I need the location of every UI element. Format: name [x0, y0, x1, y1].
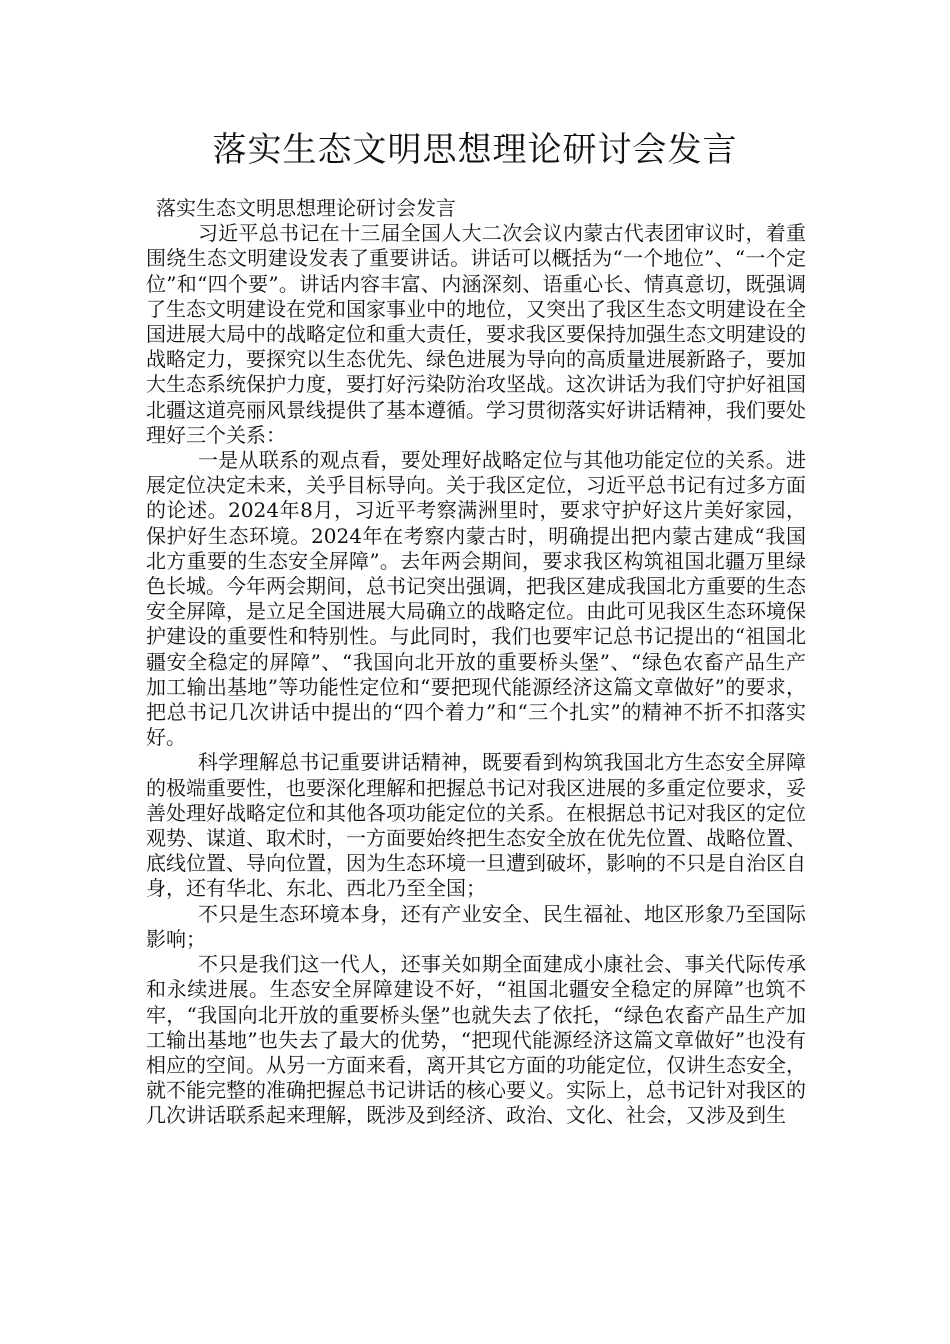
- paragraph-1: 习近平总书记在十三届全国人大二次会议内蒙古代表团审议时，着重围绕生态文明建设发表了重要讲话。讲话可以概括为“一个地位”、“一个定位”和“四个要”。讲话内容丰富、内涵深刻、语重心长、情真意切，既强调了生态文明建设在党和国家事业中的地位，又突出了我区生态文明建设在全国进展大局中的战略定位和重大责任，要求我区要保持加强生态文明建设的战略定力，要探究以生态优先、绿色进展为导向的高质量进展新路子，要加大生态系统保护力度，要打好污染防治攻坚战。这次讲话为我们守护好祖国北疆这道亮丽风景线提供了基本遵循。学习贯彻落实好讲话精神，我们要处理好三个关系：: [146, 221, 806, 447]
- paragraph-2: 一是从联系的观点看，要处理好战略定位与其他功能定位的关系。进展定位决定未来，关乎目标导向。关于我区定位，习近平总书记有过多方面的论述。2024年8月，习近平考察满洲里时，要求守护好这片美好家园，保护好生态环境。2024年在考察内蒙古时，明确提出把内蒙古建成“我国北方重要的生态安全屏障”。去年两会期间，要求我区构筑祖国北疆万里绿色长城。今年两会期间，总书记突出强调，把我区建成我国北方重要的生态安全屏障，是立足全国进展大局确立的战略定位。由此可见我区生态环境保护建设的重要性和特别性。与此同时，我们也要牢记总书记提出的“祖国北疆安全稳定的屏障”、“我国向北开放的重要桥头堡”、“绿色农畜产品生产加工输出基地”等功能性定位和“要把现代能源经济这篇文章做好”的要求，把总书记几次讲话中提出的“四个着力”和“三个扎实”的精神不折不扣落实好。: [146, 448, 806, 750]
- paragraph-5: 不只是我们这一代人，还事关如期全面建成小康社会、事关代际传承和永续进展。生态安全屏障建设不好，“祖国北疆安全稳定的屏障”也筑不牢，“我国向北开放的重要桥头堡”也就失去了依托，“绿色农畜产品生产加工输出基地”也失去了最大的优势，“把现代能源经济这篇文章做好”也没有相应的空间。从另一方面来看，离开其它方面的功能定位，仅讲生态安全，就不能完整的准确把握总书记讲话的核心要义。实际上，总书记针对我区的几次讲话联系起来理解，既涉及到经济、政治、文化、社会，又涉及到生: [146, 952, 806, 1128]
- document-body: [146, 196, 806, 1129]
- document-title: 落实生态文明思想理论研讨会发言: [212, 130, 738, 170]
- paragraph-4: 不只是生态环境本身，还有产业安全、民生福祉、地区形象乃至国际影响；: [146, 901, 806, 951]
- paragraph-3: 科学理解总书记重要讲话精神，既要看到构筑我国北方生态安全屏障的极端重要性，也要深化理解和把握总书记对我区进展的多重定位要求，妥善处理好战略定位和其他各项功能定位的关系。在根据总书记对我区的定位观势、谋道、取术时，一方面要始终把生态安全放在优先位置、战略位置、底线位置、导向位置，因为生态环境一旦遭到破坏，影响的不只是自治区自身，还有华北、东北、西北乃至全国；: [146, 750, 806, 901]
- document-subtitle: 落实生态文明思想理论研讨会发言: [156, 196, 456, 220]
